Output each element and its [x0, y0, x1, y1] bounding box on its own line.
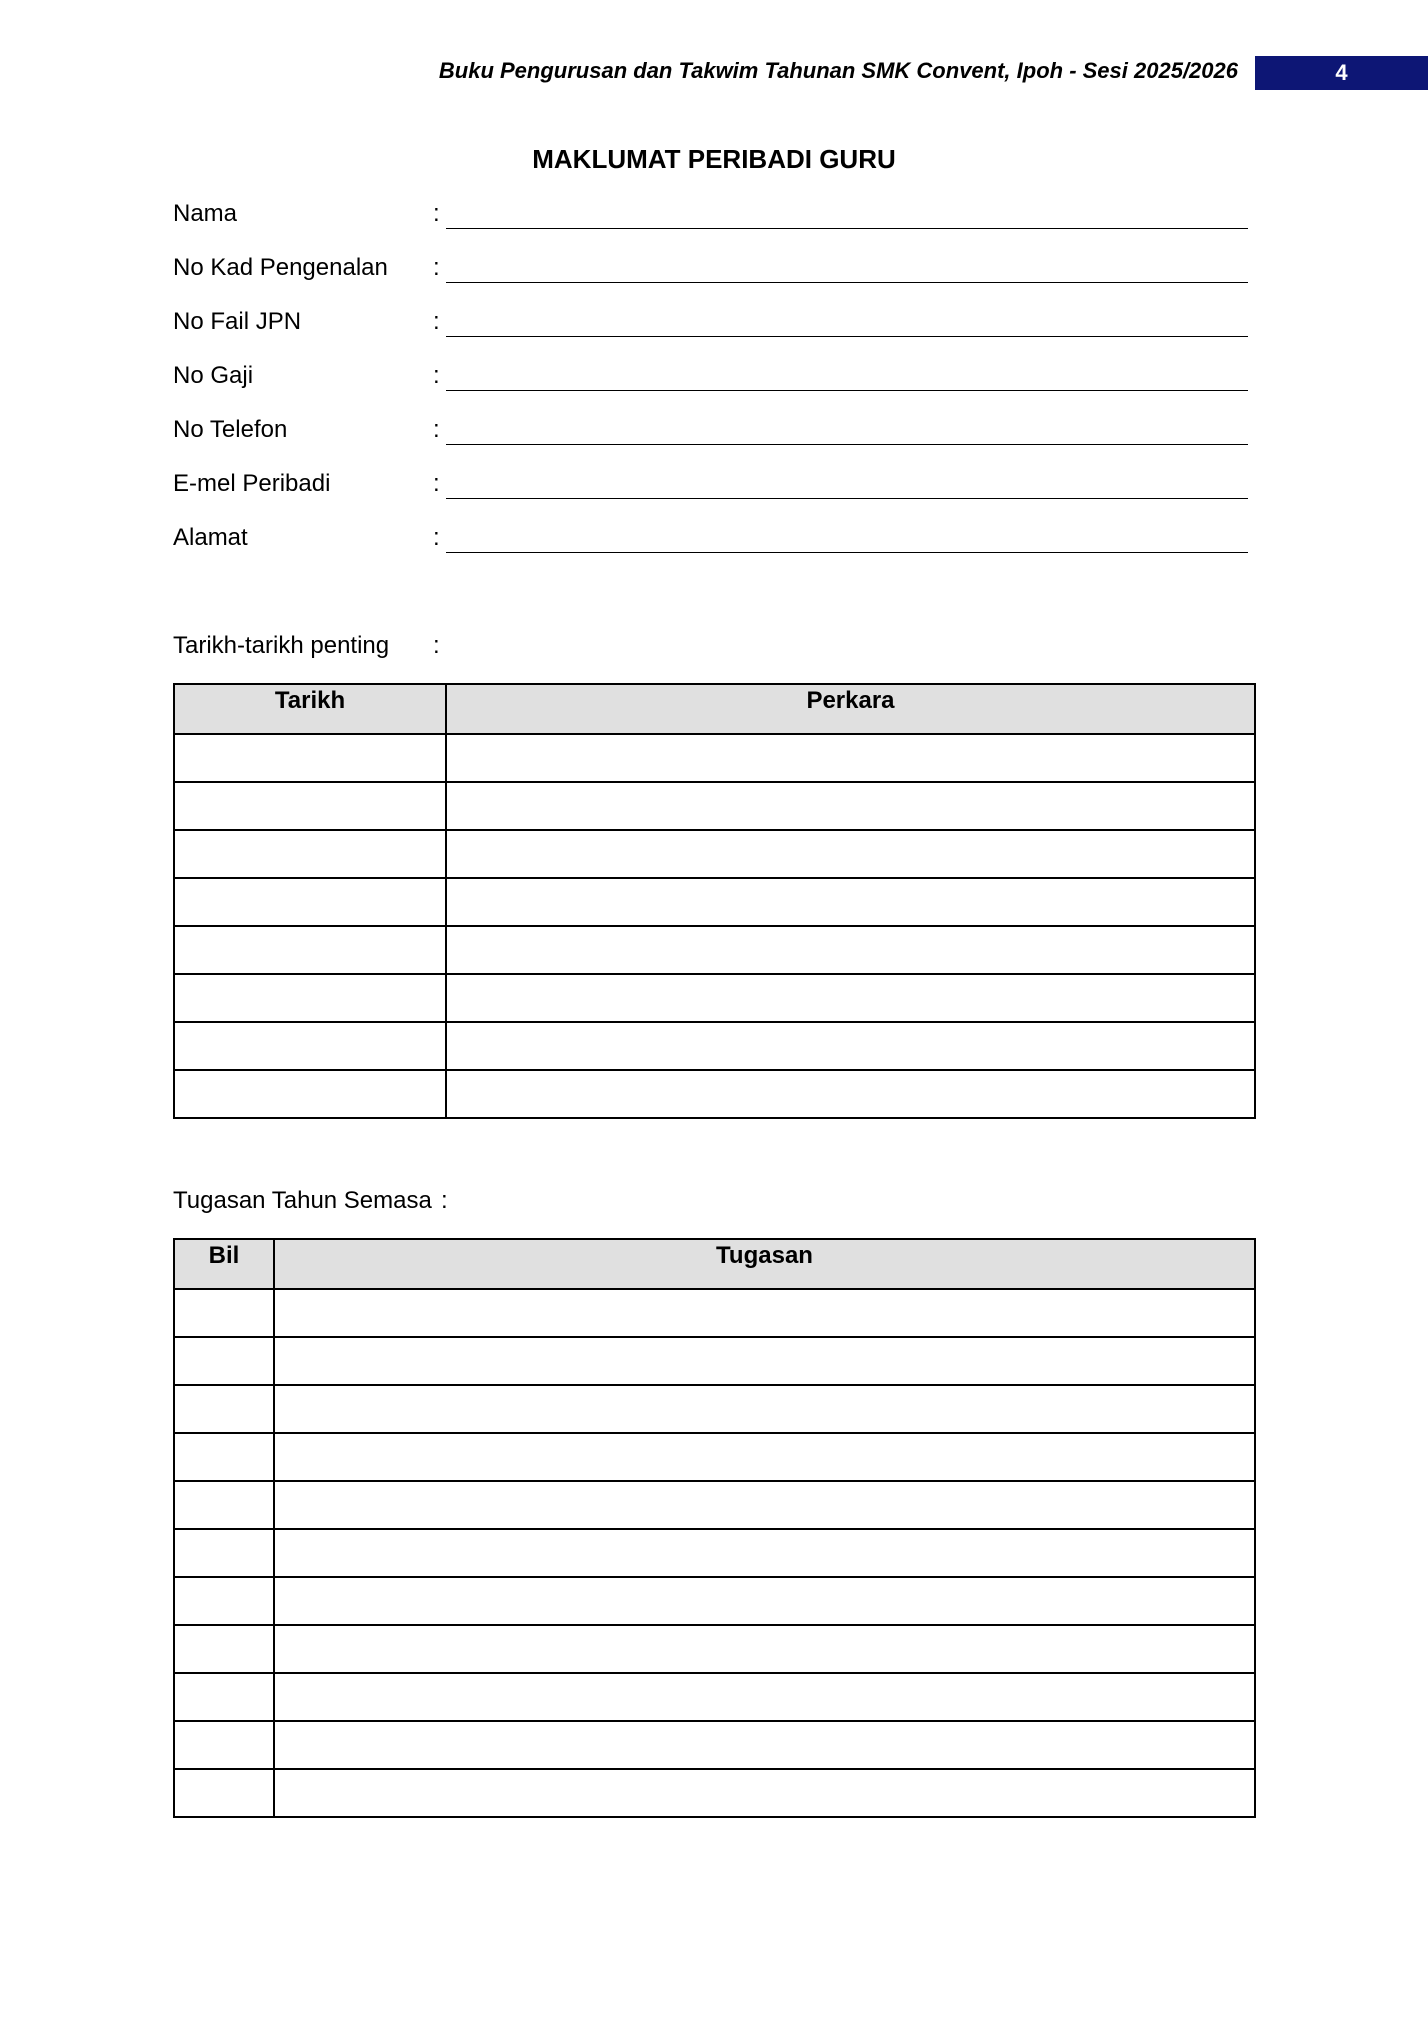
bil-cell[interactable]	[174, 1385, 274, 1433]
table-row	[174, 1385, 1255, 1433]
perkara-cell[interactable]	[446, 734, 1255, 782]
tarikh-cell[interactable]	[174, 974, 446, 1022]
table-row	[174, 1769, 1255, 1817]
tugasan-cell[interactable]	[274, 1481, 1255, 1529]
field-label: No Gaji	[173, 362, 254, 389]
field-label: E-mel Peribadi	[173, 470, 331, 497]
bil-cell[interactable]	[174, 1721, 274, 1769]
tugasan-cell[interactable]	[274, 1673, 1255, 1721]
bil-cell[interactable]	[174, 1289, 274, 1337]
table-row	[174, 1721, 1255, 1769]
tugasan-cell[interactable]	[274, 1625, 1255, 1673]
no-fail-jpn-input-line[interactable]	[446, 336, 1248, 337]
field-colon: :	[433, 416, 440, 443]
field-colon: :	[433, 254, 440, 281]
duties-table	[173, 1238, 1256, 1818]
duties-section-label: Tugasan Tahun Semasa	[173, 1187, 432, 1214]
nama-input-line[interactable]	[446, 228, 1248, 229]
dates-section-colon: :	[433, 632, 440, 659]
perkara-cell[interactable]	[446, 830, 1255, 878]
field-colon: :	[433, 524, 440, 551]
document-header-title: Buku Pengurusan dan Takwim Tahunan SMK Convent, Ipoh - Sesi 2025/2026	[438, 58, 1238, 83]
page-number-badge: 4	[1255, 56, 1428, 90]
tugasan-cell[interactable]	[274, 1529, 1255, 1577]
emel-peribadi-input-line[interactable]	[446, 498, 1248, 499]
table-row	[174, 878, 1255, 926]
field-label: No Kad Pengenalan	[173, 254, 388, 281]
tarikh-cell[interactable]	[174, 830, 446, 878]
field-colon: :	[433, 308, 440, 335]
table-row	[174, 926, 1255, 974]
table-row	[174, 1070, 1255, 1118]
table-row	[174, 974, 1255, 1022]
field-colon: :	[433, 362, 440, 389]
no-gaji-input-line[interactable]	[446, 390, 1248, 391]
page-title: MAKLUMAT PERIBADI GURU	[532, 144, 896, 174]
duties-table-body	[174, 1289, 1255, 1817]
field-colon: :	[433, 200, 440, 227]
field-colon: :	[433, 470, 440, 497]
tarikh-cell[interactable]	[174, 926, 446, 974]
perkara-cell[interactable]	[446, 878, 1255, 926]
tugasan-cell[interactable]	[274, 1769, 1255, 1817]
table-row	[174, 1529, 1255, 1577]
tarikh-cell[interactable]	[174, 734, 446, 782]
perkara-cell[interactable]	[446, 1070, 1255, 1118]
field-label: Nama	[173, 200, 238, 227]
bil-cell[interactable]	[174, 1481, 274, 1529]
tugasan-cell[interactable]	[274, 1433, 1255, 1481]
perkara-cell[interactable]	[446, 1022, 1255, 1070]
column-header-bil: Bil	[174, 1239, 274, 1289]
perkara-cell[interactable]	[446, 926, 1255, 974]
table-row	[174, 1433, 1255, 1481]
column-header-perkara: Perkara	[446, 684, 1255, 734]
field-no-gaji	[173, 362, 1248, 392]
duties-section-colon: :	[441, 1187, 448, 1214]
field-label: No Telefon	[173, 416, 288, 443]
table-row	[174, 734, 1255, 782]
field-no-telefon	[173, 416, 1248, 446]
tarikh-cell[interactable]	[174, 1070, 446, 1118]
bil-cell[interactable]	[174, 1529, 274, 1577]
table-row	[174, 1337, 1255, 1385]
tugasan-cell[interactable]	[274, 1337, 1255, 1385]
tarikh-cell[interactable]	[174, 782, 446, 830]
dates-table	[173, 683, 1256, 1119]
field-no-kad-pengenalan	[173, 254, 1248, 284]
bil-cell[interactable]	[174, 1433, 274, 1481]
field-alamat	[173, 524, 1248, 554]
dates-section-label: Tarikh-tarikh penting	[173, 632, 390, 659]
table-row	[174, 1481, 1255, 1529]
field-emel-peribadi	[173, 470, 1248, 500]
tarikh-cell[interactable]	[174, 1022, 446, 1070]
bil-cell[interactable]	[174, 1673, 274, 1721]
field-no-fail-jpn	[173, 308, 1248, 338]
field-label: No Fail JPN	[173, 308, 302, 335]
dates-table-header-row	[174, 684, 1255, 734]
bil-cell[interactable]	[174, 1337, 274, 1385]
alamat-input-line[interactable]	[446, 552, 1248, 553]
column-header-tarikh: Tarikh	[174, 684, 446, 734]
table-row	[174, 1577, 1255, 1625]
bil-cell[interactable]	[174, 1577, 274, 1625]
bil-cell[interactable]	[174, 1769, 274, 1817]
perkara-cell[interactable]	[446, 974, 1255, 1022]
field-label: Alamat	[173, 524, 248, 551]
table-row	[174, 1625, 1255, 1673]
bil-cell[interactable]	[174, 1625, 274, 1673]
table-row	[174, 830, 1255, 878]
tugasan-cell[interactable]	[274, 1385, 1255, 1433]
field-nama	[173, 200, 1248, 230]
no-telefon-input-line[interactable]	[446, 444, 1248, 445]
tugasan-cell[interactable]	[274, 1577, 1255, 1625]
column-header-tugasan: Tugasan	[274, 1239, 1255, 1289]
no-kad-pengenalan-input-line[interactable]	[446, 282, 1248, 283]
tarikh-cell[interactable]	[174, 878, 446, 926]
table-row	[174, 1022, 1255, 1070]
duties-table-header-row	[174, 1239, 1255, 1289]
table-row	[174, 782, 1255, 830]
tugasan-cell[interactable]	[274, 1289, 1255, 1337]
table-row	[174, 1673, 1255, 1721]
perkara-cell[interactable]	[446, 782, 1255, 830]
table-row	[174, 1289, 1255, 1337]
tugasan-cell[interactable]	[274, 1721, 1255, 1769]
dates-table-body	[174, 734, 1255, 1118]
